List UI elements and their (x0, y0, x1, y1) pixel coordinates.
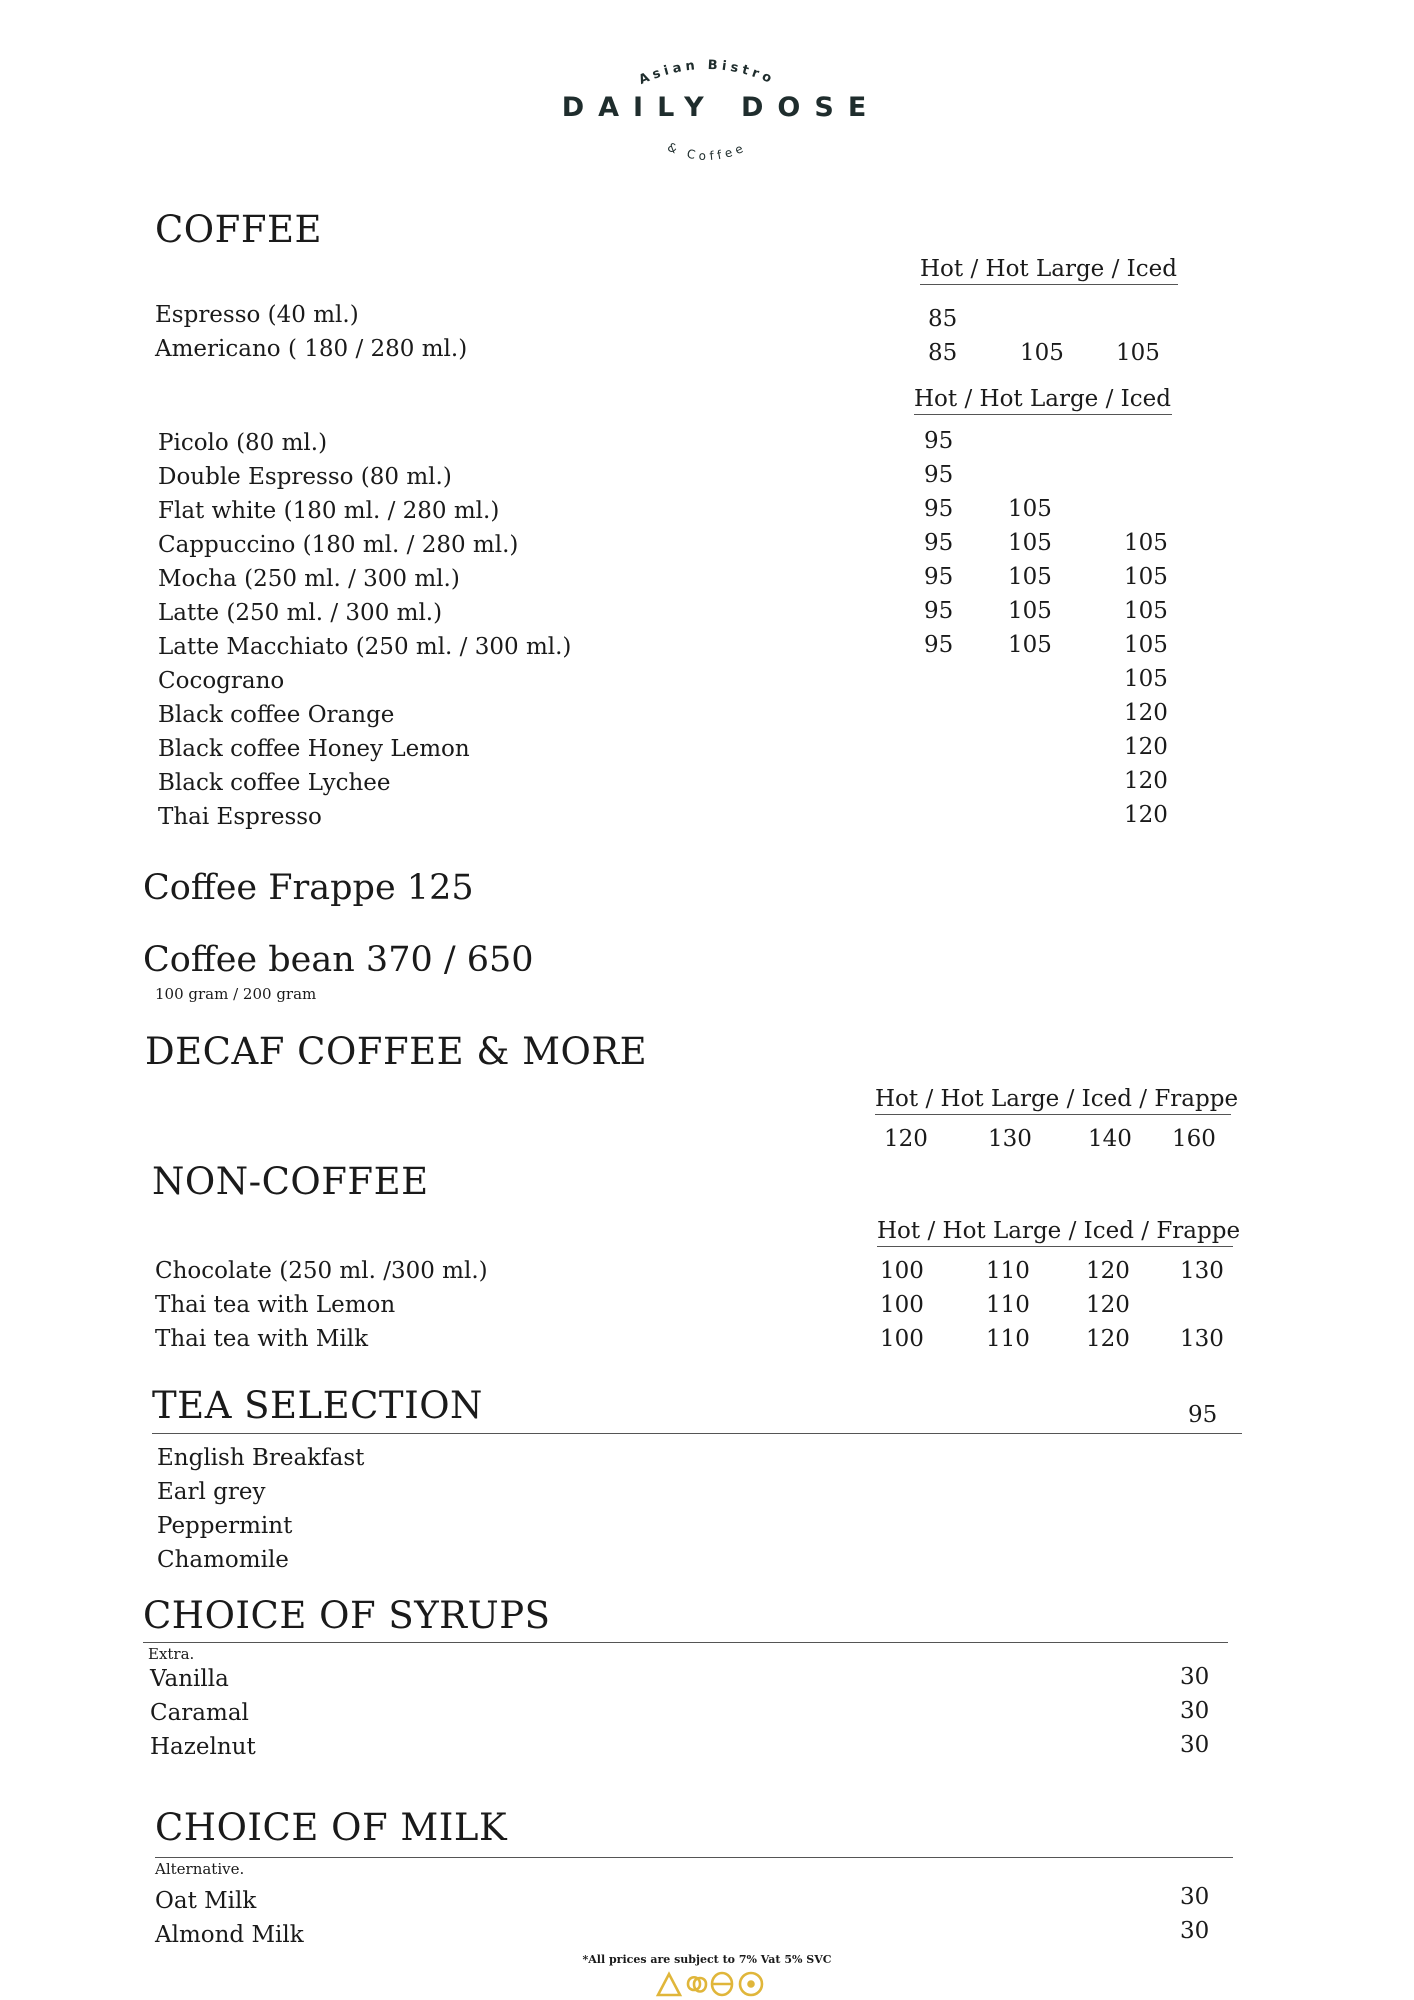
price-hot-large: 105 (1020, 340, 1064, 366)
syrup-name: Vanilla (150, 1666, 229, 1692)
menu-item-price: 120 (1086, 1292, 1130, 1318)
price-iced: 105 (1124, 564, 1168, 590)
price-iced: 105 (1116, 340, 1160, 366)
section-title-tea: TEA SELECTION (152, 1384, 483, 1427)
section-title-milk: CHOICE OF MILK (155, 1806, 508, 1849)
menu-item-price: 130 (1180, 1326, 1224, 1352)
price-iced: 105 (1124, 530, 1168, 556)
menu-item-name: Black coffee Lychee (158, 770, 391, 796)
menu-item-name: Thai tea with Lemon (155, 1292, 396, 1318)
milk-note: Alternative. (155, 1860, 245, 1878)
section-title-coffee: COFFEE (155, 208, 323, 251)
price-iced: 120 (1124, 768, 1168, 794)
knot-icon (688, 1977, 706, 1991)
menu-item-name: Chocolate (250 ml. /300 ml.) (155, 1258, 488, 1284)
price-hot: 95 (924, 496, 954, 522)
menu-item-name: Thai tea with Milk (155, 1326, 369, 1352)
decaf-colhead: Hot / Hot Large / Iced / Frappe (875, 1086, 1231, 1115)
logo-arc-top (600, 44, 814, 94)
coffee-colhead-1: Hot / Hot Large / Iced (920, 256, 1178, 285)
menu-item-name: Cocograno (158, 668, 285, 694)
logo-arc-bottom (600, 138, 814, 188)
section-title-syrups: CHOICE OF SYRUPS (143, 1594, 551, 1637)
triangle-icon (658, 1974, 680, 1995)
decaf-price: 130 (988, 1126, 1032, 1152)
syrup-price: 30 (1180, 1698, 1210, 1724)
milk-name: Almond Milk (155, 1922, 304, 1948)
footer-icons (655, 1970, 771, 1998)
menu-item-name: Black coffee Orange (158, 702, 395, 728)
menu-item-price: 110 (986, 1292, 1030, 1318)
menu-item-price: 110 (986, 1258, 1030, 1284)
menu-item-name: Thai Espresso (158, 804, 322, 830)
menu-item-price: 100 (880, 1326, 924, 1352)
price-hot: 95 (924, 564, 954, 590)
price-footnote: *All prices are subject to 7% Vat 5% SVC (582, 1953, 832, 1966)
decaf-price: 140 (1088, 1126, 1132, 1152)
syrups-rule (143, 1642, 1228, 1643)
tea-item: Chamomile (157, 1547, 289, 1573)
syrup-price: 30 (1180, 1664, 1210, 1690)
tea-price: 95 (1188, 1402, 1218, 1428)
price-hot-large: 105 (1008, 598, 1052, 624)
menu-item-name: Espresso (40 ml.) (155, 302, 359, 328)
price-iced: 105 (1124, 666, 1168, 692)
coffee-frappe-line: Coffee Frappe 125 (143, 868, 474, 908)
price-hot-large: 105 (1008, 564, 1052, 590)
menu-item-price: 110 (986, 1326, 1030, 1352)
tea-item: Peppermint (157, 1513, 293, 1539)
price-hot: 95 (924, 598, 954, 624)
tea-rule (152, 1433, 1242, 1434)
decaf-price: 160 (1172, 1126, 1216, 1152)
menu-item-price: 100 (880, 1258, 924, 1284)
price-hot: 95 (924, 530, 954, 556)
menu-item-name: Black coffee Honey Lemon (158, 736, 470, 762)
menu-item-name: Latte (250 ml. / 300 ml.) (158, 600, 443, 626)
coffee-colhead-2: Hot / Hot Large / Iced (914, 386, 1172, 415)
price-hot-large: 105 (1008, 530, 1052, 556)
syrup-price: 30 (1180, 1732, 1210, 1758)
menu-item-name: Double Espresso (80 ml.) (158, 464, 452, 490)
syrup-name: Caramal (150, 1700, 249, 1726)
svg-text:Asian Bistro: Asian Bistro (636, 57, 778, 88)
price-hot: 95 (924, 462, 954, 488)
menu-item-name: Flat white (180 ml. / 280 ml.) (158, 498, 500, 524)
svg-text:& Coffee: & Coffee (665, 139, 749, 164)
noncoffee-colhead: Hot / Hot Large / Iced / Frappe (877, 1218, 1233, 1247)
price-hot-large: 105 (1008, 496, 1052, 522)
syrups-note: Extra. (148, 1645, 195, 1663)
price-iced: 120 (1124, 734, 1168, 760)
price-hot: 95 (924, 632, 954, 658)
price-hot: 95 (924, 428, 954, 454)
menu-item-price: 120 (1086, 1326, 1130, 1352)
price-hot-large: 105 (1008, 632, 1052, 658)
section-title-noncoffee: NON-COFFEE (152, 1160, 429, 1203)
milk-price: 30 (1180, 1884, 1210, 1910)
milk-rule (155, 1857, 1233, 1858)
syrup-name: Hazelnut (150, 1734, 256, 1760)
milk-name: Oat Milk (155, 1888, 257, 1914)
price-iced: 120 (1124, 802, 1168, 828)
menu-item-price: 130 (1180, 1258, 1224, 1284)
price-iced: 105 (1124, 632, 1168, 658)
decaf-price: 120 (884, 1126, 928, 1152)
tea-item: Earl grey (157, 1479, 266, 1505)
menu-item-name: Picolo (80 ml.) (158, 430, 328, 456)
menu-item-price: 120 (1086, 1258, 1130, 1284)
circle-dot-icon-dot (749, 1982, 754, 1987)
brand-name: DAILY DOSE (561, 92, 881, 123)
price-hot: 85 (928, 340, 958, 366)
milk-price: 30 (1180, 1918, 1210, 1944)
menu-item-price: 100 (880, 1292, 924, 1318)
menu-item-name: Latte Macchiato (250 ml. / 300 ml.) (158, 634, 572, 660)
section-title-decaf: DECAF COFFEE & MORE (145, 1030, 648, 1073)
tea-item: English Breakfast (157, 1445, 365, 1471)
coffee-bean-line: Coffee bean 370 / 650 (143, 940, 534, 980)
menu-item-name: Cappuccino (180 ml. / 280 ml.) (158, 532, 519, 558)
menu-item-name: Americano ( 180 / 280 ml.) (155, 336, 468, 362)
price-hot: 85 (928, 306, 958, 332)
coffee-bean-note: 100 gram / 200 gram (155, 985, 317, 1003)
menu-item-name: Mocha (250 ml. / 300 ml.) (158, 566, 460, 592)
price-iced: 120 (1124, 700, 1168, 726)
price-iced: 105 (1124, 598, 1168, 624)
